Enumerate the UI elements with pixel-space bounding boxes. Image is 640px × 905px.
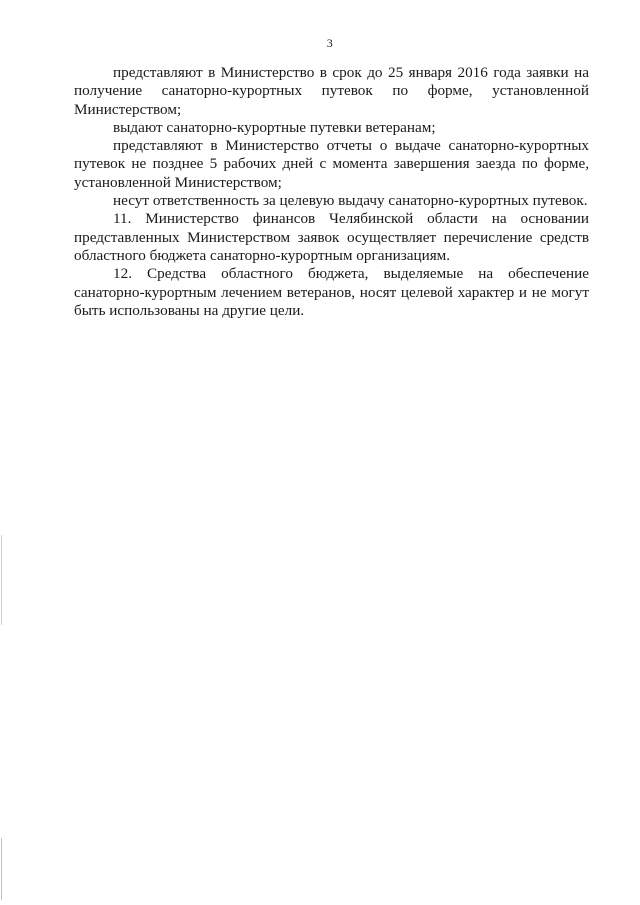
paragraph-responsibility: несут ответственность за целевую выдачу санаторно-курортных путевок. — [113, 192, 588, 210]
document-body — [74, 64, 589, 320]
scan-edge-mark — [1, 838, 2, 900]
scan-edge-mark — [1, 535, 2, 625]
paragraph-issue-vouchers: выдают санаторно-курортные путевки ветеранам; — [113, 118, 436, 136]
paragraph-item-11: 11. Министерство финансов Челябинской области на основании представленных Министерством заявок осуществляет перечисление средств областного бюджета санаторно-курортным организациям. — [74, 210, 589, 264]
paragraph-submit-applications: представляют в Министерство в срок до 25 января 2016 года заявки на получение санаторно-курортных путевок по форме, установленной Министерством; — [74, 64, 589, 118]
page-number: 3 — [326, 36, 334, 50]
paragraph-item-12: 12. Средства областного бюджета, выделяемые на обеспечение санаторно-курортным лечением ветеранов, носят целевой характер и не могут быть использованы на другие цели. — [74, 265, 589, 319]
paragraph-submit-reports: представляют в Министерство отчеты о выдаче санаторно-курортных путевок не позднее 5 рабочих дней с момента завершения заезда по форме, установленной Министерством; — [74, 137, 589, 191]
